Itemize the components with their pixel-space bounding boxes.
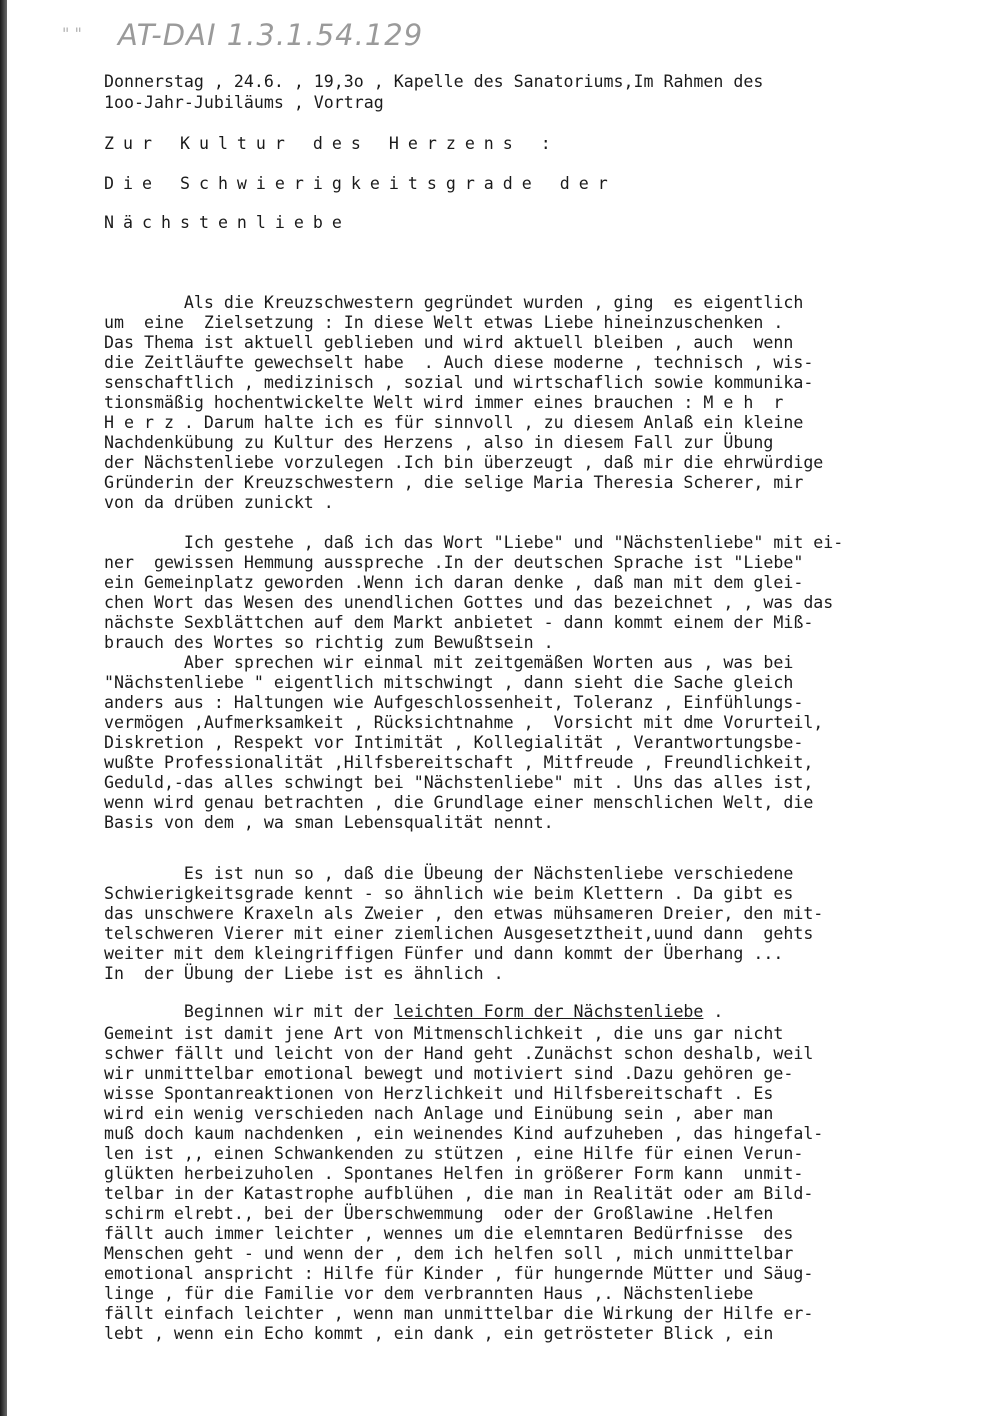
p2-line: Basis von dem , wa sman Lebensqualität nennt. <box>104 813 554 832</box>
paragraph-4-first-tail: . <box>703 1002 724 1021</box>
p2-line: Ich gestehe , daß ich das Wort "Liebe" und "Nächstenliebe" mit ei- <box>104 533 844 552</box>
p3-line: das unschwere Kraxeln als Zweier , den etwas mühsameren Dreier, den mit- <box>104 904 824 923</box>
scan-edge <box>0 0 7 1416</box>
p4-line: wird ein wenig verschieden nach Anlage und Einübung sein , aber man <box>104 1104 774 1123</box>
p3-line: In der Übung der Liebe ist es ähnlich . <box>104 964 504 983</box>
p4-line: wisse Spontanreaktionen von Herzlichkeit und Hilfsbereitschaft . Es <box>104 1084 774 1103</box>
p1-line: H e r z . Darum halte ich es für sinnvoll , zu diesem Anlaß ein kleine <box>104 413 804 432</box>
header-line-2: 1oo-Jahr-Jubiläums , Vortrag <box>104 93 384 112</box>
p2-line: "Nächstenliebe " eigentlich mitschwingt , dann sieht die Sache gleich <box>104 673 794 692</box>
p2-line: wenn wird genau betrachten , die Grundlage einer menschlichen Welt, die <box>104 793 814 812</box>
paragraph-4-indent: Beginnen wir mit der <box>104 1002 394 1021</box>
p1-line: die Zeitläufte gewechselt habe . Auch diese moderne , technisch , wis- <box>104 353 814 372</box>
p2-line: Diskretion , Respekt vor Intimität , Kollegialität , Verantwortungsbe- <box>104 733 804 752</box>
p3-line: Schwierigkeitsgrade kennt - so ähnlich wie beim Klettern . Da gibt es <box>104 884 794 903</box>
p2-line: brauch des Wortes so richtig zum Bewußtsein . <box>104 633 554 652</box>
p4-line: Gemeint ist damit jene Art von Mitmenschlichkeit , die uns gar nicht <box>104 1024 784 1043</box>
underlined-heading: leichten Form der Nächstenliebe <box>393 1002 704 1021</box>
p1-line: Das Thema ist aktuell geblieben und wird aktuell bleiben , auch wenn <box>104 333 794 352</box>
p4-line: fällt einfach leichter , wenn man unmittelbar die Wirkung der Hilfe er- <box>104 1304 814 1323</box>
p2-line: Geduld,-das alles schwingt bei "Nächstenliebe" mit . Uns das alles ist, <box>104 773 814 792</box>
title-line-2: Die Schwierigkeitsgrade der <box>104 174 617 193</box>
p1-line: um eine Zielsetzung : In diese Welt etwas Liebe hineinzuschenken . <box>104 313 784 332</box>
p2-line: nächste Sexblättchen auf dem Markt anbietet - dann kommt einem der Miß- <box>104 613 814 632</box>
p3-line: weiter mit dem kleingriffigen Fünfer und dann kommt der Überhang ... <box>104 944 784 963</box>
p2-line: ner gewissen Hemmung ausspreche .In der deutschen Sprache ist "Liebe" <box>104 553 804 572</box>
corner-mark: " " <box>62 24 82 43</box>
p1-line: Gründerin der Kreuzschwestern , die selige Maria Theresia Scherer, mir <box>104 473 804 492</box>
p4-line: wir unmittelbar emotional bewegt und motiviert sind .Dazu gehören ge- <box>104 1064 794 1083</box>
p4-line: telbar in der Katastrophe aufblühen , die man in Realität oder am Bild- <box>104 1184 814 1203</box>
paragraph-4-first-line <box>104 1002 956 1022</box>
p4-line: glükten herbeizuholen . Spontanes Helfen in größerer Form kann unmit- <box>104 1164 804 1183</box>
archive-reference-stamp: AT-DAI 1.3.1.54.129 <box>118 18 424 52</box>
p4-line: muß doch kaum nachdenken , ein weinendes Kind aufzuheben , das hingefal- <box>104 1124 824 1143</box>
p2-line: anders aus : Haltungen wie Aufgeschlossenheit, Toleranz , Einfühlungs- <box>104 693 804 712</box>
p3-line: Es ist nun so , daß die Übeung der Nächstenliebe verschiedene <box>104 864 794 883</box>
p1-line: Als die Kreuzschwestern gegründet wurden , ging es eigentlich <box>104 293 804 312</box>
p2-line: wußte Professionalität ,Hilfsbereitschaft , Mitfreude , Freundlichkeit, <box>104 753 814 772</box>
p4-line: emotional anspricht : Hilfe für Kinder , für hungernde Mütter und Säug- <box>104 1264 814 1283</box>
p1-line: der Nächstenliebe vorzulegen .Ich bin überzeugt , daß mir die ehrwürdige <box>104 453 824 472</box>
p2-line: Aber sprechen wir einmal mit zeitgemäßen Worten aus , was bei <box>104 653 794 672</box>
p4-line: linge , für die Familie vor dem verbrannten Haus ,. Nächstenliebe <box>104 1284 754 1303</box>
p4-line: Menschen geht - und wenn der , dem ich helfen soll , mich unmittelbar <box>104 1244 794 1263</box>
title-line-3: Nächstenliebe <box>104 213 351 232</box>
title-line-1: Zur Kultur des Herzens : <box>104 134 560 153</box>
p4-line: fällt auch immer leichter , wennes um die elemntaren Bedürfnisse des <box>104 1224 794 1243</box>
p3-line: telschweren Vierer mit einer ziemlichen Ausgesetztheit,uund dann gehts <box>104 924 814 943</box>
p2-line: ein Gemeinplatz geworden .Wenn ich daran denke , daß man mit dem glei- <box>104 573 804 592</box>
p1-line: tionsmäßig hochentwickelte Welt wird immer eines brauchen : M e h r <box>104 393 784 412</box>
p1-line: senschaftlich , medizinisch , sozial und wirtschaflich sowie kommunika- <box>104 373 814 392</box>
p4-line: len ist ,, einen Schwankenden zu stützen , eine Hilfe für einen Verun- <box>104 1144 804 1163</box>
p4-line: schwer fällt und leicht von der Hand geht .Zunächst schon deshalb, weil <box>104 1044 814 1063</box>
p1-line: von da drüben zunickt . <box>104 493 334 512</box>
header-line-1: Donnerstag , 24.6. , 19,3o , Kapelle des Sanatoriums,Im Rahmen des <box>104 72 764 91</box>
p4-line: schirm elrebt., bei der Überschwemmung oder der Großlawine .Helfen <box>104 1204 774 1223</box>
p4-line: lebt , wenn ein Echo kommt , ein dank , ein getrösteter Blick , ein <box>104 1324 774 1343</box>
p2-line: chen Wort das Wesen des unendlichen Gottes und das bezeichnet , , was das <box>104 593 834 612</box>
p1-line: Nachdenkübung zu Kultur des Herzens , also in diesem Fall zur Übung <box>104 433 774 452</box>
p2-line: vermögen ,Aufmerksamkeit , Rücksichtnahme , Vorsicht mit dme Vorurteil, <box>104 713 824 732</box>
